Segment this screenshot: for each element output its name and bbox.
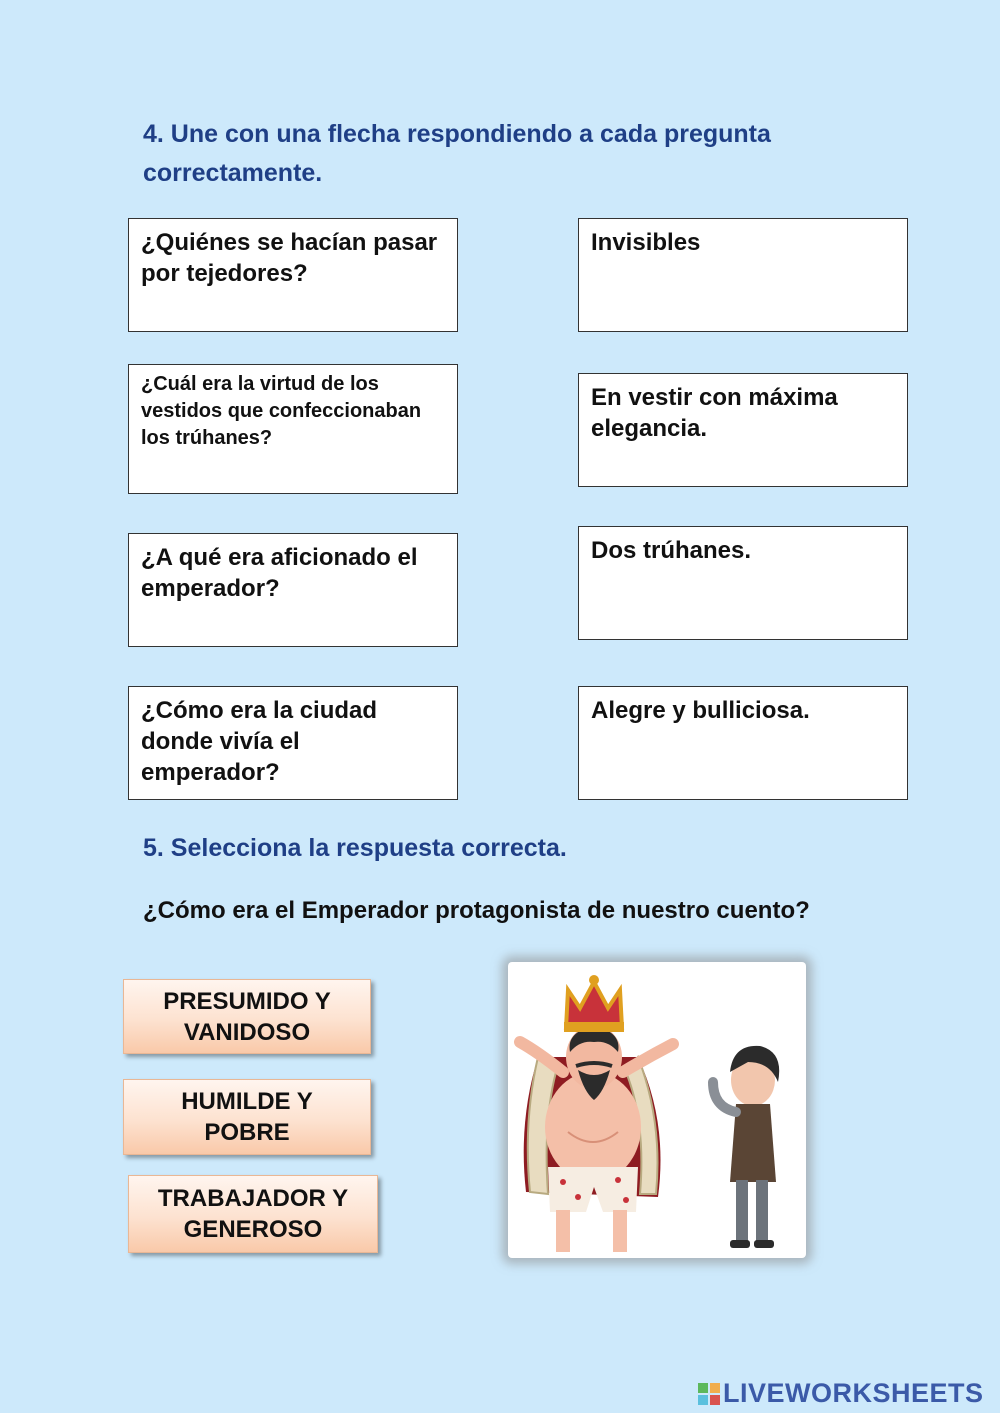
option-2-line1: HUMILDE Y (181, 1088, 313, 1115)
section-4-heading (143, 115, 771, 193)
liveworksheets-logo-icon (698, 1383, 720, 1405)
liveworksheets-logo (698, 1378, 984, 1409)
option-3-line1: TRABAJADOR Y (157, 1185, 349, 1212)
answer-box-3[interactable] (578, 526, 908, 640)
question-text-4: ¿Cómo era la ciudad donde vivía el emperador? (141, 697, 378, 786)
section-4-heading-line2: correctamente. (143, 159, 323, 187)
option-humilde-pobre[interactable] (123, 1079, 371, 1155)
option-3-line2: GENEROSO (183, 1216, 323, 1243)
answer-text-3: Dos trúhanes. (591, 537, 752, 564)
option-1-line2: VANIDOSO (183, 1018, 311, 1046)
answer-box-1[interactable] (578, 218, 908, 332)
emperor-illustration (508, 962, 806, 1258)
question-text-2: ¿Cuál era la virtud de los vestidos que confeccionaban los trúhanes? (141, 373, 422, 449)
option-trabajador-generoso[interactable] (128, 1175, 378, 1253)
section-4-heading-line1: 4. Une con una flecha respondiendo a cada pregunta (143, 120, 771, 148)
option-presumido-vanidoso[interactable] (123, 979, 371, 1054)
answer-box-2[interactable] (578, 373, 908, 487)
question-text-3: ¿A qué era aficionado el emperador? (141, 544, 418, 602)
option-1-line1: PRESUMIDO Y (163, 987, 331, 1015)
liveworksheets-brand: LIVEWORKSHEETS (723, 1378, 984, 1408)
question-box-1[interactable] (128, 218, 458, 332)
option-2-line2: POBRE (204, 1119, 290, 1146)
section-5-question: ¿Cómo era el Emperador protagonista de nuestro cuento? (143, 897, 810, 924)
question-box-2[interactable] (128, 364, 458, 494)
question-text-1: ¿Quiénes se hacían pasar por tejedores? (141, 229, 438, 287)
question-box-3[interactable] (128, 533, 458, 647)
section-5-heading: 5. Selecciona la respuesta correcta. (143, 834, 567, 862)
question-box-4[interactable] (128, 686, 458, 800)
answer-text-4: Alegre y bulliciosa. (591, 697, 810, 724)
answer-box-4[interactable] (578, 686, 908, 800)
emperor-and-boy-drawing (508, 962, 806, 1258)
answer-text-2: En vestir con máxima elegancia. (591, 384, 838, 442)
answer-text-1: Invisibles (591, 229, 701, 256)
